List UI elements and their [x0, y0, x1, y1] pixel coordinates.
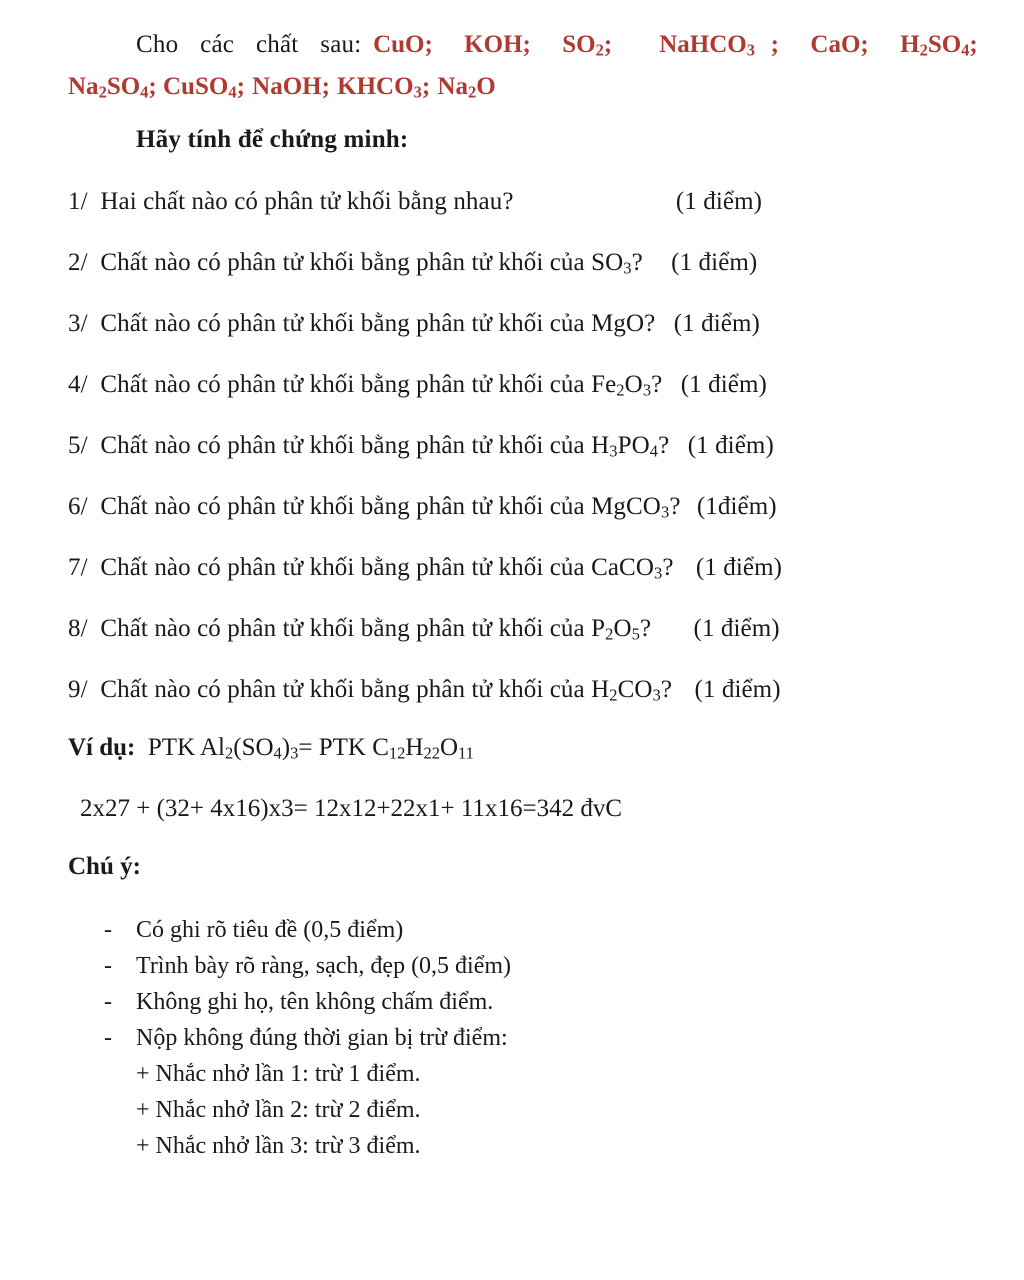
question-text-1: Hai chất nào có phân tử khối bằng nhau? — [100, 188, 514, 215]
bullet-dash-icon: - — [104, 953, 112, 979]
example-calculation: 2x27 + (32+ 4x16)x3= 12x12+22x1+ 11x16=342 đvC — [80, 795, 622, 822]
question-text-5: Chất nào có phân tử khối bằng phân tử khối của $H_3PO_4$? — [100, 432, 670, 461]
question-text-3: Chất nào có phân tử khối bằng phân tử khối của MgO? — [100, 310, 656, 337]
question-number-9: 9/ — [68, 676, 94, 703]
intro-paragraph — [68, 24, 988, 108]
question-item-9 — [68, 676, 781, 704]
question-item-3 — [68, 310, 760, 338]
question-item-1 — [68, 188, 762, 216]
question-points-5: (1 điểm) — [687, 432, 774, 459]
note-list-item — [104, 912, 804, 948]
question-points-8: (1 điểm) — [693, 615, 780, 642]
question-text-9: Chất nào có phân tử khối bằng phân tử khối của $H_2CO_3$? — [100, 676, 673, 705]
question-item-5 — [68, 432, 774, 460]
note-list — [104, 912, 804, 1164]
question-points-2: (1 điểm) — [671, 249, 758, 276]
bullet-dash-icon: - — [104, 917, 112, 943]
question-text-4: Chất nào có phân tử khối bằng phân tử khối của $Fe_2O_3$? — [100, 371, 663, 400]
note-item-text: Trình bày rõ ràng, sạch, đẹp (0,5 điểm) — [136, 953, 512, 979]
question-item-6 — [68, 493, 777, 521]
question-points-1: (1 điểm) — [675, 188, 763, 215]
question-points-9: (1 điểm) — [694, 676, 781, 703]
note-title: Chú ý: — [68, 853, 141, 880]
question-number-7: 7/ — [68, 554, 94, 581]
question-number-3: 3/ — [68, 310, 94, 337]
question-number-2: 2/ — [68, 249, 94, 276]
note-sub-item: + Nhắc nhở lần 2: trừ 2 điểm. — [136, 1097, 421, 1123]
question-points-3: (1 điểm) — [673, 310, 760, 337]
intro-lead-text: Cho các chất sau: — [136, 31, 362, 58]
question-number-1: 1/ — [68, 188, 94, 215]
question-text-2: Chất nào có phân tử khối bằng phân tử khối của $SO_3$? — [100, 249, 643, 278]
bullet-dash-icon: - — [104, 1025, 112, 1051]
note-list-item — [104, 1020, 804, 1056]
bullet-dash-icon: - — [104, 989, 112, 1015]
example-label: Ví dụ: — [68, 734, 136, 761]
question-text-6: Chất nào có phân tử khối bằng phân tử khối của MgCO$_3$? — [100, 493, 681, 522]
question-number-8: 8/ — [68, 615, 94, 642]
question-number-4: 4/ — [68, 371, 94, 398]
note-list-item — [104, 948, 804, 984]
question-item-2 — [68, 249, 757, 277]
question-number-5: 5/ — [68, 432, 94, 459]
chemical-list-line-1: CuO; KOH; $SO_2$; NaHCO$_3$ ; CaO; $H_2SO_4$; $Na_2SO_4$; — [68, 31, 988, 102]
note-item-text: Không ghi họ, tên không chấm điểm. — [136, 989, 494, 1015]
section-heading: Hãy tính để chứng minh: — [136, 126, 409, 153]
note-sub-item: + Nhắc nhở lần 1: trừ 1 điểm. — [136, 1061, 421, 1087]
question-points-4: (1 điểm) — [680, 371, 767, 398]
note-item-text: Nộp không đúng thời gian bị trừ điểm: — [136, 1025, 508, 1051]
note-list-item — [104, 984, 804, 1020]
example-expression: PTK $Al_2(SO_4)_3=$ PTK $C_{12}H_{22}O_{11}$ — [141, 734, 474, 763]
example-line — [68, 734, 474, 762]
chemical-list-line-2: CuSO$_4$; NaOH; $KHCO_3$; $Na_2O$ — [163, 73, 496, 102]
question-points-7: (1 điểm) — [695, 554, 783, 581]
note-item-text: Có ghi rõ tiêu đề (0,5 điểm) — [136, 917, 404, 943]
question-points-6: (1điểm) — [696, 493, 777, 520]
question-text-8: Chất nào có phân tử khối bằng phân tử khối của $P_2O_5$? — [100, 615, 652, 644]
question-item-8 — [68, 615, 780, 643]
note-sub-item: + Nhắc nhở lần 3: trừ 3 điểm. — [136, 1133, 421, 1159]
question-number-6: 6/ — [68, 493, 94, 520]
question-item-7 — [68, 554, 782, 582]
question-item-4 — [68, 371, 767, 399]
question-text-7: Chất nào có phân tử khối bằng phân tử khối của CaCO$_3$? — [100, 554, 674, 583]
